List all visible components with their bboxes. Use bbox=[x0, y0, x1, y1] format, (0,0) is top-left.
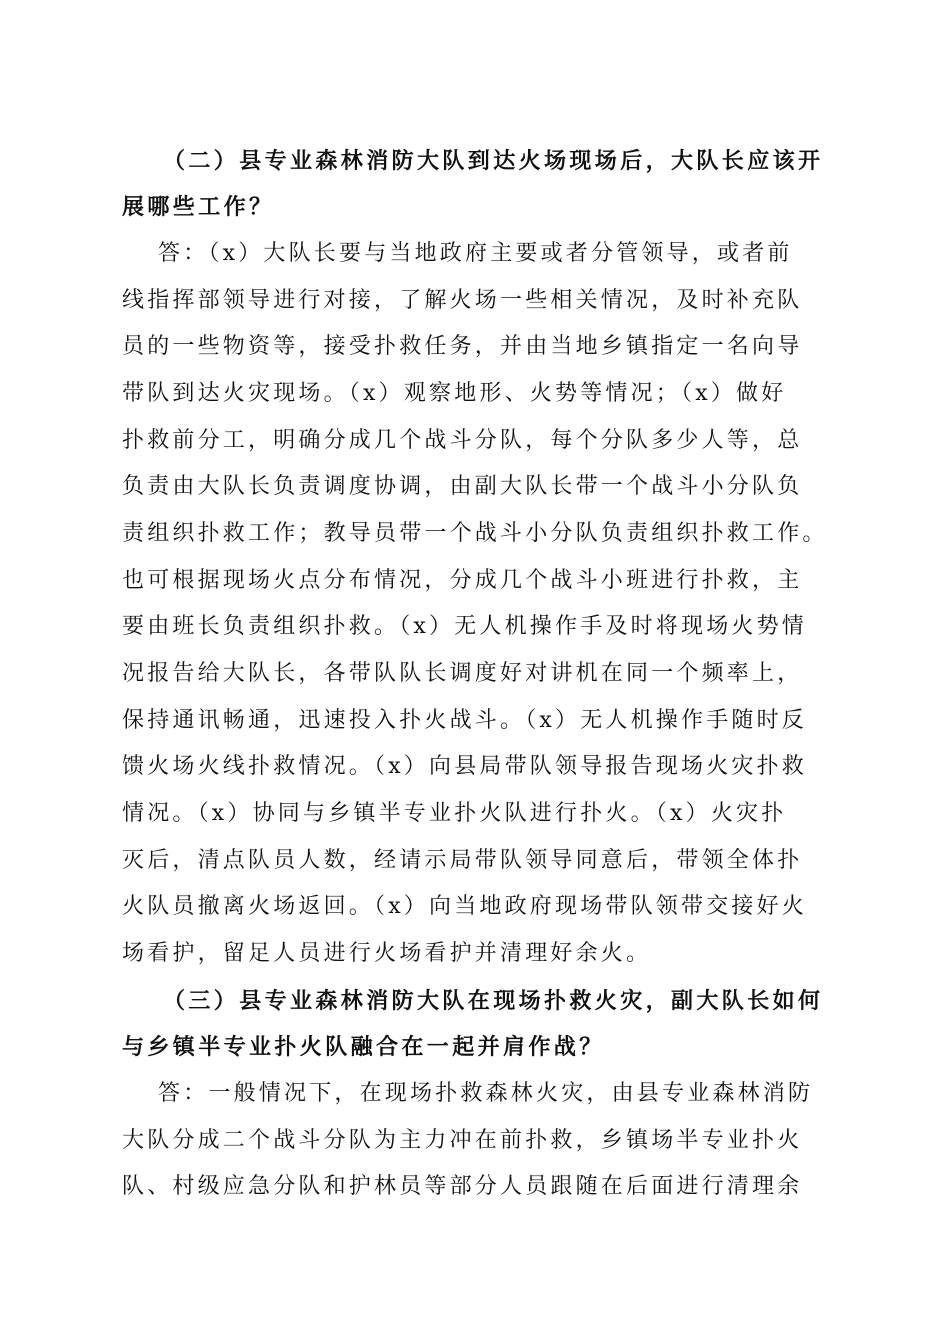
section2-answer-line-11: 保持通讯畅通，迅速投入扑火战斗。（x）无人机操作手随时反 bbox=[122, 708, 808, 733]
section2-heading-line-1: （二）县专业森林消防大队到达火场现场后，大队长应该开 bbox=[163, 148, 824, 174]
section2-answer-line-10: 况报告给大队长，各带队队长调度好对讲机在同一个频率上， bbox=[122, 661, 803, 686]
section2-answer-line-9: 要由班长负责组织扑救。（x）无人机操作手及时将现场火势情 bbox=[122, 614, 808, 639]
section3-answer-line-1: 答：一般情况下，在现场扑救森林火灾，由县专业森林消防 bbox=[158, 1081, 814, 1106]
section2-answer-line-3: 员的一些物资等，接受扑救任务，并由当地乡镇指定一名向导 bbox=[122, 334, 803, 359]
section2-answer-line-15: 火队员撤离火场返回。（x）向当地政府现场带队领带交接好火 bbox=[122, 894, 808, 919]
section2-answer-line-13: 情况。（x）协同与乡镇半专业扑火队进行扑火。（x）火灾扑 bbox=[122, 801, 787, 826]
section2-answer-line-2: 线指挥部领导进行对接，了解火场一些相关情况，及时补充队 bbox=[122, 288, 803, 313]
section3-answer-line-2: 大队分成二个战斗分队为主力冲在前扑救，乡镇场半专业扑火 bbox=[122, 1128, 803, 1153]
section2-answer-line-1: 答：（x）大队长要与当地政府主要或者分管领导，或者前 bbox=[158, 241, 793, 266]
section2-answer-line-5: 扑救前分工，明确分成几个战斗分队，每个分队多少人等，总 bbox=[122, 428, 803, 453]
section2-answer-line-4: 带队到达火灾现场。（x）观察地形、火势等情况；（x）做好 bbox=[122, 381, 787, 406]
section2-answer-line-6: 负责由大队长负责调度协调，由副大队长带一个战斗小分队负 bbox=[122, 474, 803, 499]
section3-answer-line-3: 队、村级应急分队和护林员等部分人员跟随在后面进行清理余 bbox=[122, 1174, 803, 1199]
section2-answer-line-7: 责组织扑救工作；教导员带一个战斗小分队负责组织扑救工作。 bbox=[122, 521, 828, 546]
section2-answer-line-16: 场看护，留足人员进行火场看护并清理好余火。 bbox=[122, 941, 652, 966]
section3-heading-line-2: 与乡镇半专业扑火队融合在一起并肩作战？ bbox=[122, 1034, 605, 1060]
section2-answer-line-12: 馈火场火线扑救情况。（x）向县局带队领导报告现场火灾扑救 bbox=[122, 754, 808, 779]
section2-heading-line-2: 展哪些工作？ bbox=[122, 194, 275, 220]
section3-heading-line-1: （三）县专业森林消防大队在现场扑救火灾，副大队长如何 bbox=[163, 988, 824, 1014]
section2-answer-line-14: 灭后，清点队员人数，经请示局带队领导同意后，带领全体扑 bbox=[122, 848, 803, 873]
section2-answer-line-8: 也可根据现场火点分布情况，分成几个战斗小班进行扑救，主 bbox=[122, 568, 803, 593]
